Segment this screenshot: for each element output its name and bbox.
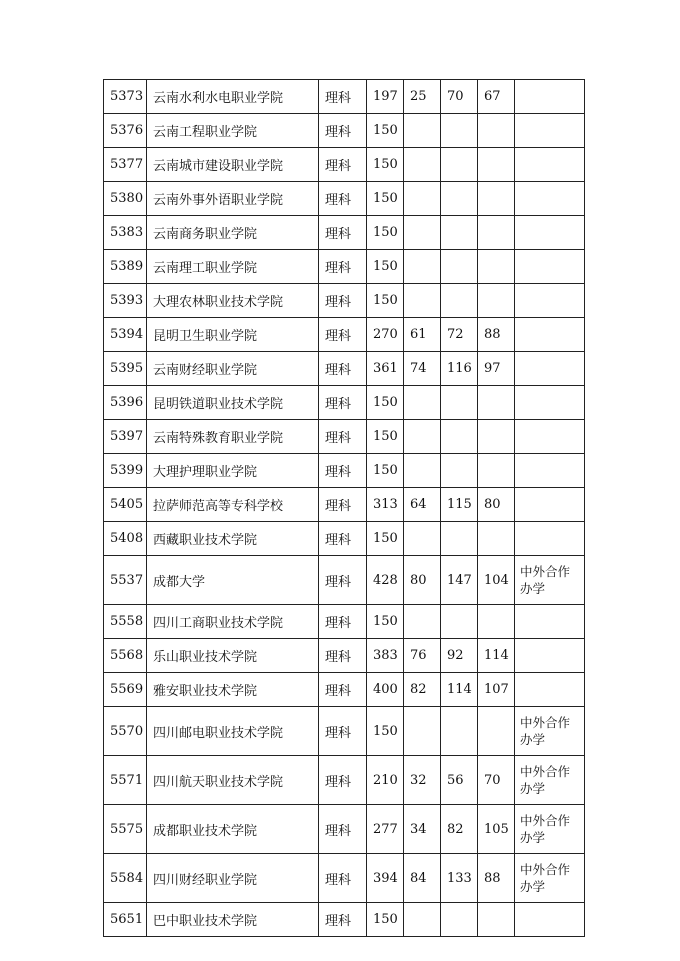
school-code-cell: 5380: [104, 182, 147, 216]
school-code-cell: 5537: [104, 556, 147, 605]
remark-cell: [515, 284, 585, 318]
min-score-cell: 313: [367, 488, 404, 522]
remark-cell: [515, 639, 585, 673]
subject-cell: 理科: [319, 216, 367, 250]
min-score-cell: 150: [367, 903, 404, 937]
school-code-cell: 5570: [104, 707, 147, 756]
school-code-cell: 5651: [104, 903, 147, 937]
school-code-cell: 5558: [104, 605, 147, 639]
subject-cell: 理科: [319, 556, 367, 605]
score-a-cell: 34: [404, 805, 441, 854]
table-row: [104, 805, 585, 854]
score-b-cell: 92: [441, 639, 478, 673]
school-code-cell: 5396: [104, 386, 147, 420]
remark-cell: 中外合作办学: [515, 854, 585, 903]
min-score-cell: 150: [367, 522, 404, 556]
min-score-cell: 270: [367, 318, 404, 352]
score-a-cell: [404, 216, 441, 250]
remark-cell: [515, 216, 585, 250]
remark-cell: [515, 352, 585, 386]
score-a-cell: [404, 284, 441, 318]
score-a-cell: [404, 903, 441, 937]
school-name-cell: 云南城市建设职业学院: [147, 148, 319, 182]
remark-cell: [515, 80, 585, 114]
score-b-cell: 56: [441, 756, 478, 805]
remark-cell: [515, 182, 585, 216]
score-c-cell: [478, 605, 515, 639]
score-b-cell: 147: [441, 556, 478, 605]
score-c-cell: 114: [478, 639, 515, 673]
score-a-cell: 80: [404, 556, 441, 605]
table-row: [104, 148, 585, 182]
min-score-cell: 394: [367, 854, 404, 903]
school-code-cell: 5393: [104, 284, 147, 318]
score-a-cell: [404, 250, 441, 284]
subject-cell: 理科: [319, 522, 367, 556]
min-score-cell: 197: [367, 80, 404, 114]
subject-cell: 理科: [319, 250, 367, 284]
score-a-cell: [404, 114, 441, 148]
remark-cell: [515, 454, 585, 488]
school-name-cell: 乐山职业技术学院: [147, 639, 319, 673]
school-name-cell: 云南工程职业学院: [147, 114, 319, 148]
score-b-cell: [441, 250, 478, 284]
remark-cell: [515, 522, 585, 556]
admission-score-table: [103, 79, 585, 937]
table-row: [104, 352, 585, 386]
remark-cell: [515, 673, 585, 707]
school-name-cell: 西藏职业技术学院: [147, 522, 319, 556]
subject-cell: 理科: [319, 605, 367, 639]
table-row: [104, 488, 585, 522]
table-row: [104, 556, 585, 605]
score-c-cell: [478, 420, 515, 454]
score-b-cell: [441, 216, 478, 250]
subject-cell: 理科: [319, 756, 367, 805]
school-code-cell: 5408: [104, 522, 147, 556]
min-score-cell: 150: [367, 454, 404, 488]
score-b-cell: 115: [441, 488, 478, 522]
school-code-cell: 5377: [104, 148, 147, 182]
school-code-cell: 5395: [104, 352, 147, 386]
school-name-cell: 云南商务职业学院: [147, 216, 319, 250]
score-a-cell: [404, 420, 441, 454]
score-c-cell: 70: [478, 756, 515, 805]
school-name-cell: 四川财经职业学院: [147, 854, 319, 903]
table-row: [104, 673, 585, 707]
remark-cell: [515, 250, 585, 284]
score-c-cell: 107: [478, 673, 515, 707]
remark-cell: [515, 148, 585, 182]
min-score-cell: 150: [367, 114, 404, 148]
remark-cell: [515, 488, 585, 522]
min-score-cell: 150: [367, 216, 404, 250]
school-code-cell: 5571: [104, 756, 147, 805]
table-row: [104, 250, 585, 284]
score-a-cell: [404, 454, 441, 488]
min-score-cell: 150: [367, 182, 404, 216]
score-c-cell: 104: [478, 556, 515, 605]
score-a-cell: [404, 707, 441, 756]
school-name-cell: 云南理工职业学院: [147, 250, 319, 284]
table-body: [104, 80, 585, 937]
school-code-cell: 5584: [104, 854, 147, 903]
school-name-cell: 巴中职业技术学院: [147, 903, 319, 937]
school-code-cell: 5394: [104, 318, 147, 352]
table-row: [104, 639, 585, 673]
min-score-cell: 150: [367, 707, 404, 756]
subject-cell: 理科: [319, 854, 367, 903]
school-code-cell: 5569: [104, 673, 147, 707]
table-row: [104, 903, 585, 937]
score-b-cell: [441, 903, 478, 937]
score-b-cell: [441, 420, 478, 454]
score-a-cell: 76: [404, 639, 441, 673]
subject-cell: 理科: [319, 352, 367, 386]
min-score-cell: 150: [367, 284, 404, 318]
remark-cell: [515, 420, 585, 454]
table-row: [104, 854, 585, 903]
school-code-cell: 5373: [104, 80, 147, 114]
table-row: [104, 114, 585, 148]
score-c-cell: [478, 386, 515, 420]
school-name-cell: 四川工商职业技术学院: [147, 605, 319, 639]
score-b-cell: [441, 148, 478, 182]
min-score-cell: 428: [367, 556, 404, 605]
score-b-cell: [441, 284, 478, 318]
score-b-cell: [441, 522, 478, 556]
table-row: [104, 522, 585, 556]
score-c-cell: 67: [478, 80, 515, 114]
score-c-cell: [478, 522, 515, 556]
score-a-cell: [404, 182, 441, 216]
subject-cell: 理科: [319, 386, 367, 420]
score-a-cell: 74: [404, 352, 441, 386]
subject-cell: 理科: [319, 182, 367, 216]
school-name-cell: 云南特殊教育职业学院: [147, 420, 319, 454]
table-row: [104, 386, 585, 420]
subject-cell: 理科: [319, 284, 367, 318]
score-b-cell: 116: [441, 352, 478, 386]
min-score-cell: 361: [367, 352, 404, 386]
score-a-cell: 84: [404, 854, 441, 903]
school-code-cell: 5383: [104, 216, 147, 250]
subject-cell: 理科: [319, 80, 367, 114]
school-code-cell: 5376: [104, 114, 147, 148]
subject-cell: 理科: [319, 114, 367, 148]
remark-cell: 中外合作办学: [515, 556, 585, 605]
school-name-cell: 云南水利水电职业学院: [147, 80, 319, 114]
subject-cell: 理科: [319, 420, 367, 454]
subject-cell: 理科: [319, 639, 367, 673]
school-name-cell: 四川邮电职业技术学院: [147, 707, 319, 756]
school-name-cell: 昆明卫生职业学院: [147, 318, 319, 352]
score-c-cell: [478, 216, 515, 250]
score-b-cell: [441, 114, 478, 148]
min-score-cell: 150: [367, 386, 404, 420]
score-c-cell: [478, 903, 515, 937]
min-score-cell: 150: [367, 250, 404, 284]
school-name-cell: 雅安职业技术学院: [147, 673, 319, 707]
score-a-cell: 25: [404, 80, 441, 114]
score-c-cell: [478, 250, 515, 284]
score-c-cell: 88: [478, 318, 515, 352]
remark-cell: [515, 114, 585, 148]
subject-cell: 理科: [319, 318, 367, 352]
min-score-cell: 277: [367, 805, 404, 854]
score-b-cell: 114: [441, 673, 478, 707]
score-b-cell: [441, 454, 478, 488]
score-a-cell: 64: [404, 488, 441, 522]
school-name-cell: 云南财经职业学院: [147, 352, 319, 386]
score-a-cell: 32: [404, 756, 441, 805]
subject-cell: 理科: [319, 454, 367, 488]
school-code-cell: 5389: [104, 250, 147, 284]
min-score-cell: 150: [367, 148, 404, 182]
score-c-cell: [478, 707, 515, 756]
school-name-cell: 拉萨师范高等专科学校: [147, 488, 319, 522]
table-row: [104, 182, 585, 216]
school-code-cell: 5397: [104, 420, 147, 454]
score-a-cell: 61: [404, 318, 441, 352]
score-c-cell: [478, 454, 515, 488]
min-score-cell: 383: [367, 639, 404, 673]
score-a-cell: [404, 605, 441, 639]
remark-cell: [515, 318, 585, 352]
score-a-cell: [404, 386, 441, 420]
school-code-cell: 5405: [104, 488, 147, 522]
score-c-cell: 105: [478, 805, 515, 854]
table-row: [104, 318, 585, 352]
min-score-cell: 400: [367, 673, 404, 707]
score-c-cell: [478, 284, 515, 318]
score-a-cell: [404, 522, 441, 556]
table-row: [104, 756, 585, 805]
subject-cell: 理科: [319, 707, 367, 756]
remark-cell: [515, 386, 585, 420]
score-b-cell: [441, 605, 478, 639]
score-b-cell: [441, 182, 478, 216]
table-row: [104, 707, 585, 756]
school-name-cell: 昆明铁道职业技术学院: [147, 386, 319, 420]
table-row: [104, 284, 585, 318]
remark-cell: 中外合作办学: [515, 756, 585, 805]
school-name-cell: 成都大学: [147, 556, 319, 605]
school-name-cell: 成都职业技术学院: [147, 805, 319, 854]
score-b-cell: [441, 707, 478, 756]
subject-cell: 理科: [319, 673, 367, 707]
score-b-cell: 70: [441, 80, 478, 114]
subject-cell: 理科: [319, 488, 367, 522]
school-code-cell: 5399: [104, 454, 147, 488]
remark-cell: [515, 605, 585, 639]
table-row: [104, 454, 585, 488]
school-code-cell: 5568: [104, 639, 147, 673]
min-score-cell: 210: [367, 756, 404, 805]
score-c-cell: 97: [478, 352, 515, 386]
school-code-cell: 5575: [104, 805, 147, 854]
subject-cell: 理科: [319, 903, 367, 937]
table-row: [104, 420, 585, 454]
score-c-cell: [478, 182, 515, 216]
school-name-cell: 云南外事外语职业学院: [147, 182, 319, 216]
score-c-cell: 80: [478, 488, 515, 522]
school-name-cell: 大理护理职业学院: [147, 454, 319, 488]
subject-cell: 理科: [319, 805, 367, 854]
subject-cell: 理科: [319, 148, 367, 182]
table-row: [104, 216, 585, 250]
min-score-cell: 150: [367, 420, 404, 454]
score-b-cell: 82: [441, 805, 478, 854]
table-row: [104, 80, 585, 114]
table-row: [104, 605, 585, 639]
score-c-cell: [478, 114, 515, 148]
score-a-cell: 82: [404, 673, 441, 707]
score-c-cell: [478, 148, 515, 182]
school-name-cell: 大理农林职业技术学院: [147, 284, 319, 318]
remark-cell: [515, 903, 585, 937]
remark-cell: 中外合作办学: [515, 707, 585, 756]
score-a-cell: [404, 148, 441, 182]
score-b-cell: 133: [441, 854, 478, 903]
score-b-cell: [441, 386, 478, 420]
score-c-cell: 88: [478, 854, 515, 903]
school-name-cell: 四川航天职业技术学院: [147, 756, 319, 805]
score-b-cell: 72: [441, 318, 478, 352]
remark-cell: 中外合作办学: [515, 805, 585, 854]
min-score-cell: 150: [367, 605, 404, 639]
